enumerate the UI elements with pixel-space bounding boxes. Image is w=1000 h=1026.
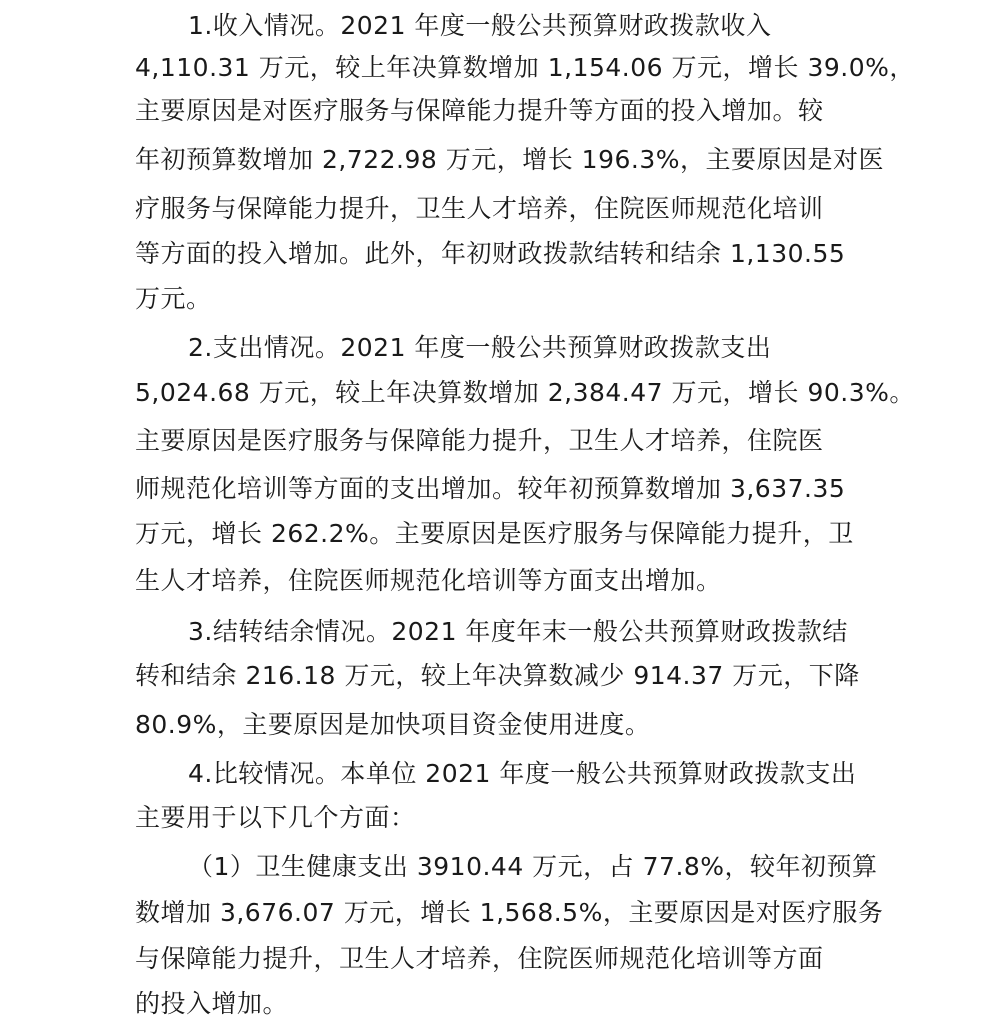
para-5-line-2: 数增加 3,676.07 万元，增长 1,568.5%，主要原因是对医疗服务 (135, 898, 884, 927)
para-1-line-3: 主要原因是对医疗服务与保障能力提升等方面的投入增加。较 (135, 96, 824, 125)
para-1-line-7: 万元。 (135, 284, 212, 313)
para-5-line-4: 的投入增加。 (135, 989, 289, 1018)
para-1-line-2: 4,110.31 万元，较上年决算数增加 1,154.06 万元，增长 39.0%， (135, 53, 915, 82)
para-1-line-4: 年初预算数增加 2,722.98 万元，增长 196.3%，主要原因是对医 (135, 145, 884, 174)
para-2-line-1: 2.支出情况。2021 年度一般公共预算财政拨款支出 (188, 333, 772, 362)
para-2-line-4: 师规范化培训等方面的支出增加。较年初预算数增加 3,637.35 (135, 474, 846, 503)
para-5-line-3: 与保障能力提升，卫生人才培养，住院医师规范化培训等方面 (135, 944, 824, 973)
para-1-line-1: 1.收入情况。2021 年度一般公共预算财政拨款收入 (188, 11, 772, 40)
para-4-line-2: 主要用于以下几个方面： (135, 803, 416, 832)
para-2-line-2: 5,024.68 万元，较上年决算数增加 2,384.47 万元，增长 90.3%。 (135, 378, 915, 407)
para-1-line-5: 疗服务与保障能力提升，卫生人才培养，住院医师规范化培训 (135, 194, 824, 223)
para-2-line-5: 万元，增长 262.2%。主要原因是医疗服务与保障能力提升，卫 (135, 519, 854, 548)
para-1-line-6: 等方面的投入增加。此外，年初财政拨款结转和结余 1,130.55 (135, 239, 846, 268)
para-3-line-1: 3.结转结余情况。2021 年度年末一般公共预算财政拨款结 (188, 617, 848, 646)
para-3-line-2: 转和结余 216.18 万元，较上年决算数减少 914.37 万元，下降 (135, 661, 860, 690)
para-5-line-1: （1）卫生健康支出 3910.44 万元，占 77.8%，较年初预算 (188, 852, 878, 881)
para-3-line-3: 80.9%，主要原因是加快项目资金使用进度。 (135, 710, 651, 739)
para-4-line-1: 4.比较情况。本单位 2021 年度一般公共预算财政拨款支出 (188, 759, 857, 788)
para-2-line-6: 生人才培养，住院医师规范化培训等方面支出增加。 (135, 566, 722, 595)
para-2-line-3: 主要原因是医疗服务与保障能力提升，卫生人才培养，住院医 (135, 426, 824, 455)
